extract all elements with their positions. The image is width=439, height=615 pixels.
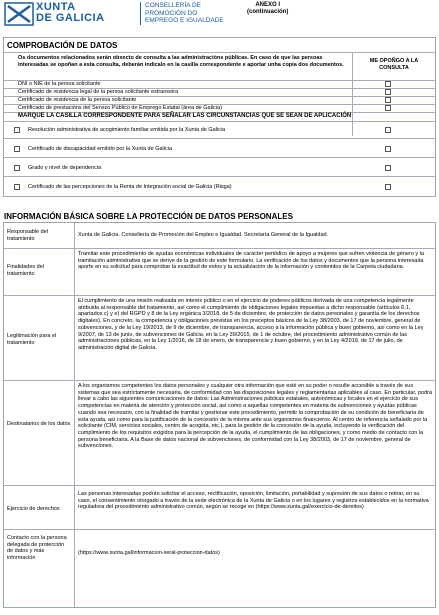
circumstance-label: Certificado de discapacidad emitido por la Xunta de Galicia (28, 146, 172, 152)
row-label: Ejercicio de derechos (7, 506, 60, 512)
circumstance-status-checkbox[interactable] (385, 146, 391, 152)
data-check-section (3, 37, 436, 197)
department-name (140, 2, 224, 25)
row-text: Tramitar este procedimiento de ayudas económicas individuales de carácter periódico de apoyo a mujeres que sufren violencia de género y la tramitación administrativa que se derive de la gestión de este formulario. La verificación de los datos y documentos que la persona interesada aporte en su solicitud para comprobar la exactitud de estos y la actualización de la información y contenidos de la Carpeta ciudadana. (78, 251, 424, 271)
row-label: Destinatarios de los datos (7, 421, 71, 427)
opt-out-checkbox[interactable] (385, 89, 391, 95)
opt-out-checkbox[interactable] (385, 81, 391, 87)
circumstance-checkbox[interactable] (14, 127, 20, 133)
brand-line-1: XUNTA (36, 1, 76, 13)
circumstance-status-checkbox[interactable] (385, 165, 391, 171)
department-line-3: EMPREGO E IGUALDADE (145, 17, 224, 24)
row-text: Xunta de Galicia. Consellería de Promoción del Empleo e Igualdad. Secretaría General de la Igualdad. (78, 232, 329, 238)
check-item-label: Certificado de residencia legal de la persoa solicitante estranxeira (18, 89, 179, 95)
department-line-2: PROMOCIÓN DO (145, 9, 198, 17)
data-protection-title: INFORMACIÓN BÁSICA SOBRE LA PROTECCIÓN DE DATOS PERSONALES (4, 212, 293, 221)
circumstance-status-checkbox[interactable] (385, 184, 391, 190)
check-item-label: Certificado de prestacións del Servizo Público de Emprego Estatal (área de Galicia) (18, 105, 222, 111)
circumstance-label: Certificado de las percepciones de la Renta de Integración social de Galicia (Risga) (28, 184, 232, 190)
annex-label (247, 2, 288, 16)
circumstance-label: Resolución administrativa de acogimiento familiar emitida por la Xunta de Galicia (28, 127, 226, 133)
brand-line-2: DE GALICIA (36, 12, 105, 24)
annex-title: ANEXO I (255, 2, 280, 8)
check-item-label: DNI o NIE de la persoa solicitante (18, 81, 101, 87)
row-label: Legitimación para el tratamiento (7, 333, 57, 346)
opt-out-checkbox[interactable] (385, 97, 391, 103)
circumstance-checkbox[interactable] (14, 165, 20, 171)
data-protection-table (3, 222, 436, 608)
annex-subtitle: (continuación) (247, 9, 289, 15)
opt-out-checkbox[interactable] (385, 105, 391, 111)
department-line-1: CONSELLERÍA DE (145, 2, 201, 9)
data-check-title: COMPROBACIÓN DE DATOS (7, 41, 118, 50)
xunta-logo-icon (4, 2, 34, 26)
row-text: Las personas interesadas podrán solicitar el acceso, rectificación, oposición, limitación, portabilidad y supresión de sus datos o retirar, en su caso, el consentimiento otorgado a través de la sede electrónica de la Xunta de Galicia o en los lugares y registros establecidos en la normativa reguladora del procedimiento administrativo común, según se recoge en (https://www.xunta.gal/exercicio-de-dereitos) (78, 491, 429, 511)
circumstance-status-checkbox[interactable] (385, 127, 391, 133)
row-label: Contacto con la persona delegada de protección de datos y más información (7, 535, 67, 561)
circumstance-checkbox[interactable] (14, 184, 20, 190)
row-text: El cumplimiento de una misión realizada en interés público o en el ejercicio de poderes públicos derivada de una competencia legalmente atribuida al responsable del tratamiento, así como el cumplimiento de obligaciones legales impuestas a dicho responsable (artículos 6.1, apartados c) y e) del RGPD y 8 de la Ley orgánica 3/2018, de 5 de diciembre, de protección de datos personales y garantía de los derechos digitales). En concreto, la competencia y obligaciones previstas en los preceptos básicos de la Ley 38/2003, de 17 de noviembre, general de subvenciones, y de la Ley 19/2013, de 9 de diciembre, de transparencia, acceso a la información pública y buen gobierno, así como en la Ley 9/2007, de 13 de junio, de subvenciones de Galicia, en la Ley 39/2015, de 1 de octubre, del procedimiento administrativo común de las administraciones públicas, en la Ley 1/2016, de 18 de enero, de transparencia y buen gobierno, y en la Ley 4/2019, de 17 de julio, de administración digital de Galicia. (78, 298, 424, 351)
opt-out-column-header: ME OPOÑGO A LA CONSULTA (369, 58, 419, 71)
circumstance-label: Grado y nivel de dependencia (28, 165, 102, 171)
circumstances-title: MARQUE LA CASILLA CORRESPONDENTE PARA SEÑALAR LAS CIRCUNSTANCIAS QUE SE SEAN DE APLICACIÓN (18, 113, 352, 119)
page-header (0, 0, 439, 30)
row-text: A los organismos competentes los datos personales y cualquier otra información que esté en su poder o resulte accesible a través de sus sistemas que sea estrictamente necesaria, de conformidad con las disposiciones legales y reglamentarias aplicables al caso. En particular, podrá llevar a cabo las siguientes comunicaciones de datos: Las Administraciones públicas estatales, autonómicas y locales en el ejercicio de sus competencias en materia de atención y protección social, así como a aquellas competentes en materia de subvenciones y ayudas públicas cuando sea necesario, con la finalidad de tramitar y gestionar este procedimiento, permitir la comprobación de su condición de beneficiaria de esta ayuda, así como para la justificación de la concesión de la misma ante sus organismos financieros. Al centro de referencia señalado por la solicitante (CIM, servicios sociales, centro de acogida, etc.), para la gestión de la concesión de la ayuda, incluyendo la verificación del cumplimiento de los requisitos exigidos para la percepción de la ayuda, el cumplimiento de las obligaciones, y como medio de contacto con la persona beneficiaria. A la Base de datos nacional de subvenciones, de conformidad con la Ley 38/2003, de 17 de noviembre, general de subvenciones. (78, 383, 433, 450)
privacy-info-link[interactable]: (https://www.xunta.gal/informacion-xeral-proteccion-datos) (78, 550, 220, 556)
check-item-label: Certificado de residencia de la persoa solicitante (18, 97, 137, 103)
data-check-intro: Os documentos relacionados serán obxecto de consulta a las administracións públicas. En caso de que las persoas interesadas se opoñan a esta consulta, deberán indicalo en la casilla correspondente e aportar unha copia dos documentos. (18, 55, 344, 68)
circumstance-checkbox[interactable] (14, 146, 20, 152)
brand-name (36, 2, 105, 24)
row-label: Finalidades del tratamiento (7, 264, 44, 277)
row-label: Responsable del tratamiento (7, 229, 48, 242)
